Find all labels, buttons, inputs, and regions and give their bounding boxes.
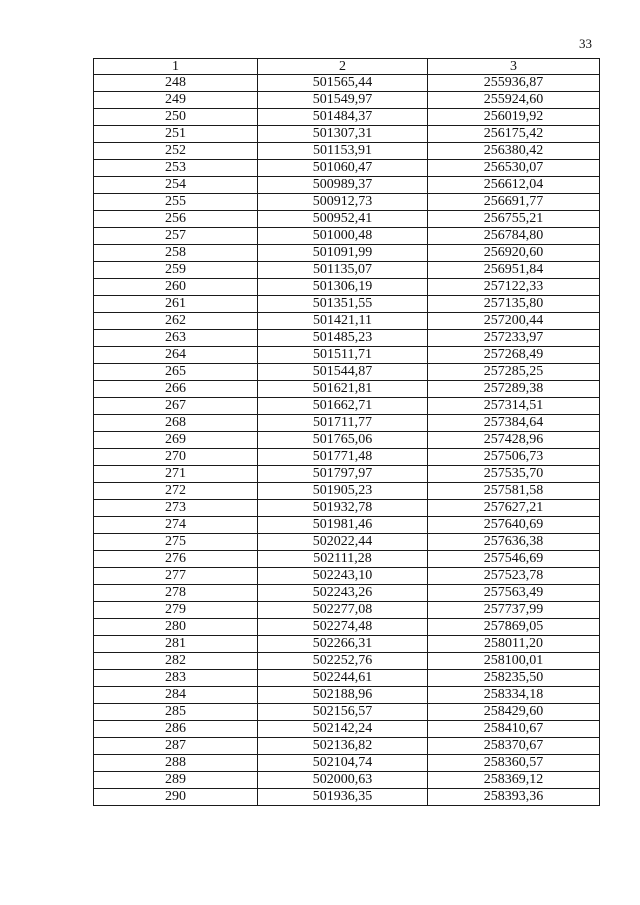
y-coordinate-cell: 258334,18 — [428, 687, 600, 704]
table-row — [94, 432, 600, 449]
table-row — [94, 704, 600, 721]
table-row — [94, 568, 600, 585]
x-coordinate-cell: 501307,31 — [258, 126, 428, 143]
x-coordinate-cell: 502243,10 — [258, 568, 428, 585]
y-coordinate-cell: 257122,33 — [428, 279, 600, 296]
point-number-cell: 275 — [94, 534, 258, 551]
page-number: 33 — [579, 36, 592, 51]
table-row — [94, 755, 600, 772]
y-coordinate-cell: 257563,49 — [428, 585, 600, 602]
y-coordinate-cell: 256755,21 — [428, 211, 600, 228]
x-coordinate-cell: 501421,11 — [258, 313, 428, 330]
point-number-cell: 270 — [94, 449, 258, 466]
table-row — [94, 126, 600, 143]
table-row — [94, 602, 600, 619]
table-row — [94, 687, 600, 704]
table-row — [94, 653, 600, 670]
x-coordinate-cell: 501936,35 — [258, 789, 428, 806]
point-number-cell: 254 — [94, 177, 258, 194]
table-row — [94, 92, 600, 109]
y-coordinate-cell: 258369,12 — [428, 772, 600, 789]
x-coordinate-cell: 502022,44 — [258, 534, 428, 551]
y-coordinate-cell: 256784,80 — [428, 228, 600, 245]
table-row — [94, 296, 600, 313]
point-number-cell: 290 — [94, 789, 258, 806]
table-row — [94, 313, 600, 330]
point-number-cell: 253 — [94, 160, 258, 177]
table-row — [94, 449, 600, 466]
table-row — [94, 466, 600, 483]
point-number-cell: 248 — [94, 75, 258, 92]
point-number-cell: 267 — [94, 398, 258, 415]
x-coordinate-cell: 502000,63 — [258, 772, 428, 789]
coordinates-table — [93, 58, 600, 806]
point-number-cell: 279 — [94, 602, 258, 619]
y-coordinate-cell: 258100,01 — [428, 653, 600, 670]
point-number-cell: 266 — [94, 381, 258, 398]
table-row — [94, 636, 600, 653]
x-coordinate-cell: 502104,74 — [258, 755, 428, 772]
table-header — [94, 59, 600, 75]
x-coordinate-cell: 502111,28 — [258, 551, 428, 568]
y-coordinate-cell: 256175,42 — [428, 126, 600, 143]
table-row — [94, 415, 600, 432]
point-number-cell: 269 — [94, 432, 258, 449]
y-coordinate-cell: 257268,49 — [428, 347, 600, 364]
y-coordinate-cell: 257384,64 — [428, 415, 600, 432]
table-row — [94, 330, 600, 347]
x-coordinate-cell: 502277,08 — [258, 602, 428, 619]
y-coordinate-cell: 258393,36 — [428, 789, 600, 806]
y-coordinate-cell: 258360,57 — [428, 755, 600, 772]
table-row — [94, 245, 600, 262]
x-coordinate-cell: 501797,97 — [258, 466, 428, 483]
y-coordinate-cell: 257636,38 — [428, 534, 600, 551]
point-number-cell: 263 — [94, 330, 258, 347]
x-coordinate-cell: 501662,71 — [258, 398, 428, 415]
table-row — [94, 347, 600, 364]
x-coordinate-cell: 501905,23 — [258, 483, 428, 500]
table-row — [94, 483, 600, 500]
y-coordinate-cell: 257640,69 — [428, 517, 600, 534]
column-header-3: 3 — [428, 59, 600, 75]
x-coordinate-cell: 501351,55 — [258, 296, 428, 313]
y-coordinate-cell: 256380,42 — [428, 143, 600, 160]
y-coordinate-cell: 257627,21 — [428, 500, 600, 517]
table-row — [94, 381, 600, 398]
x-coordinate-cell: 501000,48 — [258, 228, 428, 245]
table-row — [94, 211, 600, 228]
x-coordinate-cell: 502188,96 — [258, 687, 428, 704]
y-coordinate-cell: 255936,87 — [428, 75, 600, 92]
y-coordinate-cell: 255924,60 — [428, 92, 600, 109]
x-coordinate-cell: 502274,48 — [258, 619, 428, 636]
table-row — [94, 398, 600, 415]
table-row — [94, 500, 600, 517]
point-number-cell: 283 — [94, 670, 258, 687]
x-coordinate-cell: 502136,82 — [258, 738, 428, 755]
point-number-cell: 259 — [94, 262, 258, 279]
table-row — [94, 279, 600, 296]
point-number-cell: 255 — [94, 194, 258, 211]
x-coordinate-cell: 501565,44 — [258, 75, 428, 92]
column-header-1: 1 — [94, 59, 258, 75]
x-coordinate-cell: 501544,87 — [258, 364, 428, 381]
x-coordinate-cell: 501771,48 — [258, 449, 428, 466]
point-number-cell: 256 — [94, 211, 258, 228]
y-coordinate-cell: 256920,60 — [428, 245, 600, 262]
y-coordinate-cell: 258429,60 — [428, 704, 600, 721]
point-number-cell: 274 — [94, 517, 258, 534]
x-coordinate-cell: 501765,06 — [258, 432, 428, 449]
table-row — [94, 517, 600, 534]
y-coordinate-cell: 257523,78 — [428, 568, 600, 585]
y-coordinate-cell: 258011,20 — [428, 636, 600, 653]
y-coordinate-cell: 257581,58 — [428, 483, 600, 500]
table-row — [94, 177, 600, 194]
point-number-cell: 260 — [94, 279, 258, 296]
y-coordinate-cell: 257314,51 — [428, 398, 600, 415]
x-coordinate-cell: 501981,46 — [258, 517, 428, 534]
y-coordinate-cell: 256691,77 — [428, 194, 600, 211]
table-row — [94, 194, 600, 211]
point-number-cell: 278 — [94, 585, 258, 602]
x-coordinate-cell: 502243,26 — [258, 585, 428, 602]
column-header-2: 2 — [258, 59, 428, 75]
table-row — [94, 619, 600, 636]
y-coordinate-cell: 256612,04 — [428, 177, 600, 194]
point-number-cell: 272 — [94, 483, 258, 500]
table-row — [94, 143, 600, 160]
y-coordinate-cell: 257546,69 — [428, 551, 600, 568]
point-number-cell: 251 — [94, 126, 258, 143]
y-coordinate-cell: 258410,67 — [428, 721, 600, 738]
point-number-cell: 249 — [94, 92, 258, 109]
table-row — [94, 670, 600, 687]
x-coordinate-cell: 501135,07 — [258, 262, 428, 279]
x-coordinate-cell: 502156,57 — [258, 704, 428, 721]
header-row — [94, 59, 600, 75]
table-row — [94, 160, 600, 177]
point-number-cell: 264 — [94, 347, 258, 364]
y-coordinate-cell: 257289,38 — [428, 381, 600, 398]
x-coordinate-cell: 501932,78 — [258, 500, 428, 517]
point-number-cell: 273 — [94, 500, 258, 517]
y-coordinate-cell: 257535,70 — [428, 466, 600, 483]
x-coordinate-cell: 501306,19 — [258, 279, 428, 296]
point-number-cell: 258 — [94, 245, 258, 262]
table-row — [94, 534, 600, 551]
x-coordinate-cell: 501060,47 — [258, 160, 428, 177]
x-coordinate-cell: 501485,23 — [258, 330, 428, 347]
y-coordinate-cell: 257200,44 — [428, 313, 600, 330]
point-number-cell: 289 — [94, 772, 258, 789]
point-number-cell: 252 — [94, 143, 258, 160]
table-row — [94, 585, 600, 602]
point-number-cell: 280 — [94, 619, 258, 636]
table-row — [94, 789, 600, 806]
x-coordinate-cell: 501549,97 — [258, 92, 428, 109]
x-coordinate-cell: 502252,76 — [258, 653, 428, 670]
table-row — [94, 75, 600, 92]
point-number-cell: 288 — [94, 755, 258, 772]
point-number-cell: 281 — [94, 636, 258, 653]
point-number-cell: 285 — [94, 704, 258, 721]
point-number-cell: 262 — [94, 313, 258, 330]
y-coordinate-cell: 256951,84 — [428, 262, 600, 279]
table-row — [94, 364, 600, 381]
x-coordinate-cell: 501091,99 — [258, 245, 428, 262]
point-number-cell: 265 — [94, 364, 258, 381]
table-row — [94, 721, 600, 738]
y-coordinate-cell: 258235,50 — [428, 670, 600, 687]
x-coordinate-cell: 501621,81 — [258, 381, 428, 398]
point-number-cell: 257 — [94, 228, 258, 245]
y-coordinate-cell: 256019,92 — [428, 109, 600, 126]
point-number-cell: 268 — [94, 415, 258, 432]
y-coordinate-cell: 257737,99 — [428, 602, 600, 619]
point-number-cell: 276 — [94, 551, 258, 568]
table-row — [94, 772, 600, 789]
y-coordinate-cell: 258370,67 — [428, 738, 600, 755]
point-number-cell: 284 — [94, 687, 258, 704]
x-coordinate-cell: 501511,71 — [258, 347, 428, 364]
x-coordinate-cell: 501711,77 — [258, 415, 428, 432]
x-coordinate-cell: 502142,24 — [258, 721, 428, 738]
x-coordinate-cell: 501484,37 — [258, 109, 428, 126]
x-coordinate-cell: 502244,61 — [258, 670, 428, 687]
y-coordinate-cell: 257506,73 — [428, 449, 600, 466]
y-coordinate-cell: 257285,25 — [428, 364, 600, 381]
table-row — [94, 738, 600, 755]
table-row — [94, 551, 600, 568]
y-coordinate-cell: 257135,80 — [428, 296, 600, 313]
x-coordinate-cell: 500989,37 — [258, 177, 428, 194]
point-number-cell: 250 — [94, 109, 258, 126]
y-coordinate-cell: 257869,05 — [428, 619, 600, 636]
x-coordinate-cell: 502266,31 — [258, 636, 428, 653]
y-coordinate-cell: 257233,97 — [428, 330, 600, 347]
point-number-cell: 286 — [94, 721, 258, 738]
x-coordinate-cell: 500912,73 — [258, 194, 428, 211]
x-coordinate-cell: 501153,91 — [258, 143, 428, 160]
table-row — [94, 262, 600, 279]
point-number-cell: 287 — [94, 738, 258, 755]
table-body — [94, 75, 600, 806]
y-coordinate-cell: 256530,07 — [428, 160, 600, 177]
point-number-cell: 271 — [94, 466, 258, 483]
y-coordinate-cell: 257428,96 — [428, 432, 600, 449]
x-coordinate-cell: 500952,41 — [258, 211, 428, 228]
table-row — [94, 109, 600, 126]
table-row — [94, 228, 600, 245]
point-number-cell: 277 — [94, 568, 258, 585]
point-number-cell: 261 — [94, 296, 258, 313]
point-number-cell: 282 — [94, 653, 258, 670]
